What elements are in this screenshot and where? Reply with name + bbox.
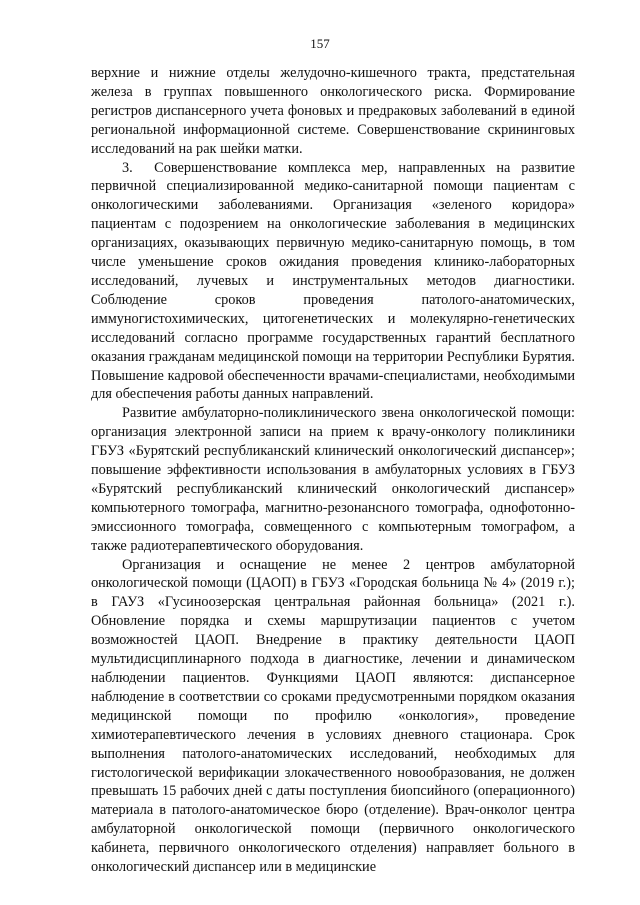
page-number: 157 xyxy=(310,36,330,51)
paragraph-outpatient-development: Развитие амбулаторно-поликлинического звена онкологической помощи: организация электронной записи на прием к врачу-онкологу поликлиники ГБУЗ «Бурятский республиканский клинический онкологический диспансер»; повышение эффективности использования в амбулаторных условиях в ГБУЗ «Бурятский республиканский клинический онкологический диспансер» компьютерного томографа, магнитно-резонансного томографа, однофотонно-эмиссионного томографа, совмещенного с компьютерным томографом, а также радиотерапевтического оборудования. xyxy=(91,405,575,554)
paragraph-item-3-primary-care: 3. Совершенствование комплекса мер, направленных на развитие первичной специализированной медико-санитарной помощи пациентам с онкологическими заболеваниями. Организация «зеленого коридора» пациентам с подозрением на онкологические заболевания в медицинских организациях, оказывающих первичную медико-санитарную помощь, в том числе уменьшение сроков ожидания проведения клинико-лабораторных исследований, лучевых и инструментальных методов диагностики. Соблюдение сроков проведения патолого-анатомических, иммуногистохимических, цитогенетических и молекулярно-генетических исследований согласно программе государственных гарантий бесплатного оказания гражданам медицинской помощи на территории Республики Бурятия. Повышение кадровой обеспеченности врачами-специалистами, необходимыми для обеспечения работы данных направлений. xyxy=(91,159,575,403)
paragraph-caop-centers: Организация и оснащение не менее 2 центров амбулаторной онкологической помощи (ЦАОП) в ГБУЗ «Городская больница № 4» (2019 г.); в ГАУЗ «Гусиноозерская центральная районная больница» (2021 г.). Обновление порядка и схемы маршрутизации пациентов с учетом возможностей ЦАОП. Внедрение в практику деятельности ЦАОП мультидисциплинарного подхода в диагностике, лечении и динамическом наблюдении пациентов. Функциями ЦАОП являются: диспансерное наблюдение в соответствии со сроками предусмотренными порядком оказания медицинской помощи по профилю «онкология», проведение химиотерапевтического лечения в условиях дневного стационара. Срок выполнения патолого-анатомических исследований, необходимых для гистологической верификации злокачественного новообразования, не должен превышать 15 рабочих дней с даты поступления биопсийного (операционного) материала в патолого-анатомическое бюро (отделение). Врач-онколог центра амбулаторной онкологической помощи (первичного онкологического кабинета, первичного онкологического отделения) направляет больного в онкологический диспансер или в медицинские xyxy=(91,556,575,876)
paragraph-screening-continuation: верхние и нижние отделы желудочно-кишечного тракта, предстательная железа в группах повышенного онкологического риска. Формирование регистров диспансерного учета фоновых и предраковых заболеваний в единой региональной информационной системе. Совершенствование скрининговых исследований на рак шейки матки. xyxy=(91,65,575,157)
document-body xyxy=(91,64,575,877)
